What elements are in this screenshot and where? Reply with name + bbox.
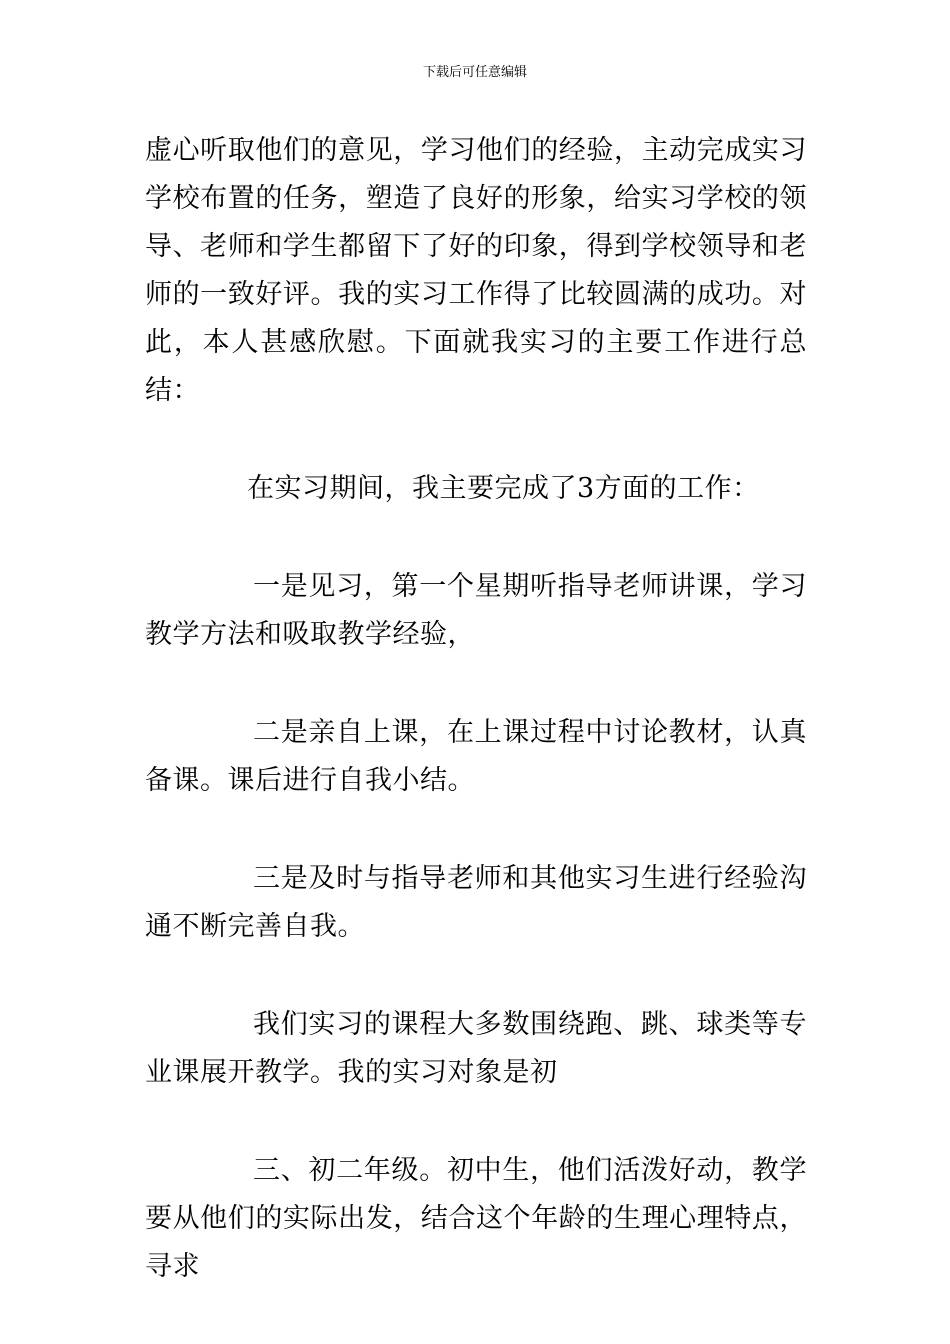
paragraph-intro: 虚心听取他们的意见，学习他们的经验，主动完成实习学校布置的任务，塑造了良好的形象，给实习学校的领导、老师和学生都留下了好的印象，得到学校领导和老师的一致好评。我的实习工作得了比较圆满的成功。对此，本人甚感欣慰。下面就我实习的主要工作进行总结： <box>145 135 807 406</box>
page-header: 下载后可任意编辑 <box>422 65 527 80</box>
paragraph-summary-lead: 在实习期间，我主要完成了3方面的工作： <box>247 473 760 504</box>
paragraph-item-one: 一是见习，第一个星期听指导老师讲课，学习教学方法和吸取教学经验， <box>145 571 807 650</box>
paragraph-students: 三、初二年级。初中生，他们活泼好动，教学要从他们的实际出发，结合这个年龄的生理心理特点，寻求 <box>145 1155 807 1282</box>
document-body <box>145 127 807 1291</box>
paragraph-item-three: 三是及时与指导老师和其他实习生进行经验沟通不断完善自我。 <box>145 863 807 942</box>
paragraph-courses: 我们实习的课程大多数围绕跑、跳、球类等专业课展开教学。我的实习对象是初 <box>145 1009 807 1088</box>
paragraph-item-two: 二是亲自上课，在上课过程中讨论教材，认真备课。课后进行自我小结。 <box>145 717 807 796</box>
